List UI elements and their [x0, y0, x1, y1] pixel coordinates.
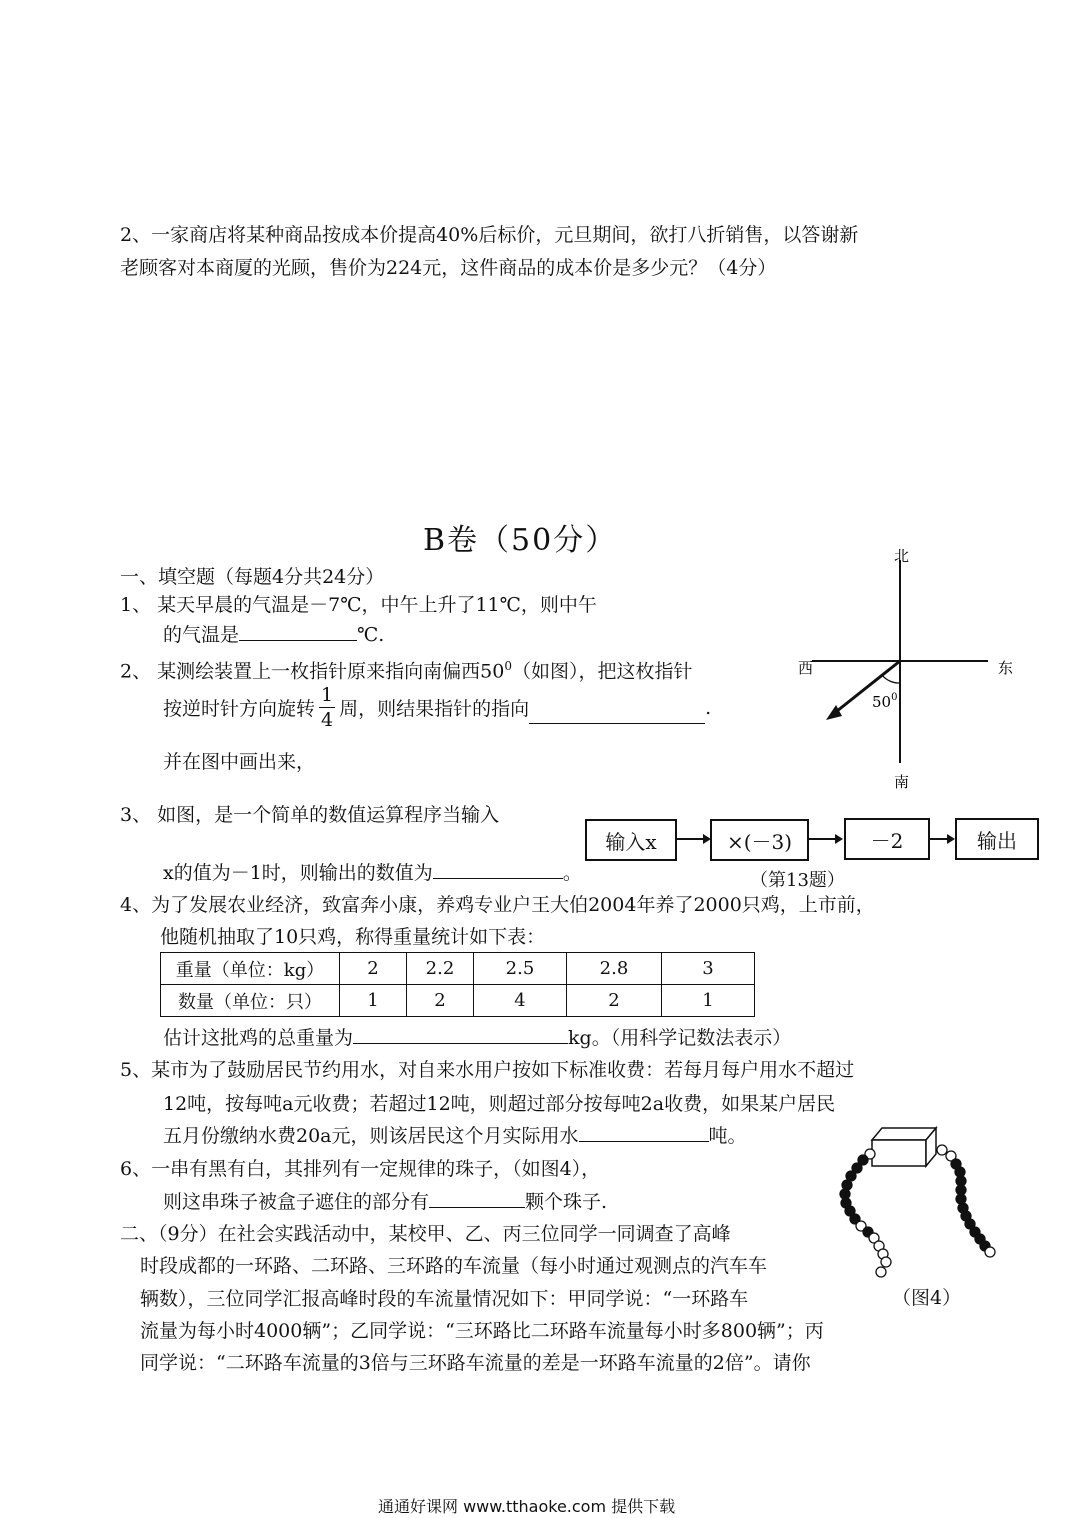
q3-line2 [163, 858, 582, 888]
part2-line1: 二、（9分）在社会实践活动中，某校甲、乙、丙三位同学一同调查了高峰 [120, 1223, 731, 1245]
q3-period: 。 [562, 862, 582, 884]
fraction-denominator: 4 [321, 709, 334, 731]
q6-unit: 颗个珠子. [525, 1191, 608, 1213]
q5-line1: 5、某市为了鼓励居民节约用水，对自来水用户按如下标准收费：若每月每户用水不超过 [120, 1059, 855, 1081]
q2-prev-line2: 老顾客对本商厦的光顾，售价为224元，这件商品的成本价是多少元？（4分） [120, 257, 777, 279]
footer-text: 通通好课网 www.tthaoke.com 提供下载 [378, 1497, 676, 1516]
part2-line3: 辆数），三位同学汇报高峰时段的车流量情况如下：甲同学说：“一环路车 [140, 1288, 749, 1310]
q5-text: 五月份缴纳水费20a元，则该居民这个月实际用水 [163, 1125, 579, 1147]
table-cell: 2.2 [407, 953, 474, 985]
north-label: 北 [894, 547, 910, 565]
q4-text: 估计这批鸡的总重量为 [163, 1027, 354, 1049]
q5-line2: 12吨，按每吨a元收费；若超过12吨，则超过部分按每吨2a收费，如果某户居民 [163, 1093, 836, 1115]
q3-answer-blank[interactable] [433, 860, 563, 879]
q4-answer-blank[interactable] [353, 1025, 568, 1044]
west-label: 西 [798, 659, 814, 677]
q2-text-b: （如图），把这枚指针 [511, 660, 693, 683]
flow-caption: （第13题） [750, 870, 845, 891]
bead-string-figure [830, 1120, 1000, 1280]
q5-line3 [163, 1121, 747, 1151]
q6-line2 [163, 1187, 607, 1217]
south-label: 南 [894, 773, 910, 791]
q2-text-d: 周，则结果指针的指向 [339, 698, 530, 720]
q2-prev-line1: 2、一家商店将某种商品按成本价提高40%后标价，元旦期间，欲打八折销售，以答谢新 [120, 224, 859, 246]
white-bead [937, 1145, 947, 1155]
east-label: 东 [998, 659, 1014, 677]
fraction-one-quarter [319, 683, 335, 732]
q2-text-c: 按逆时针方向旋转 [163, 698, 316, 720]
fraction-numerator: 1 [321, 684, 334, 706]
q6-line1: 6、一串有黑有白，其排列有一定规律的珠子，（如图4）， [120, 1158, 601, 1180]
q2-answer-blank[interactable] [529, 705, 705, 724]
degree-sup: 0 [504, 659, 512, 673]
arrow-right-icon [703, 834, 711, 844]
table-cell: 2 [340, 953, 407, 985]
q1-text: 的气温是 [163, 624, 240, 646]
white-bead [881, 1257, 891, 1267]
table-cell: 1 [340, 985, 407, 1017]
q5-unit: 吨。 [708, 1125, 747, 1147]
angle-label [872, 692, 897, 711]
part2-line4: 流量为每小时4000辆”；乙同学说：“三环路比二环路车流量每小时多800辆”；丙 [140, 1320, 824, 1342]
q2-line3: 并在图中画出来， [163, 751, 316, 773]
q6-answer-blank[interactable] [429, 1189, 525, 1208]
table-cell: 2.5 [474, 953, 567, 985]
flow-multiply-box: ×(－3) [710, 819, 809, 861]
angle-value: 50 [872, 693, 892, 711]
q4-line2: 他随机抽取了10只鸡，称得重量统计如下表： [160, 926, 546, 948]
white-bead [985, 1247, 995, 1257]
flow-input-box: 输入x [585, 819, 677, 861]
compass-figure [790, 545, 1020, 795]
black-bead [842, 1180, 852, 1190]
flow-output-box: 输出 [955, 818, 1039, 860]
q1-unit: ℃. [357, 624, 385, 646]
flow-subtract-box: －2 [844, 818, 930, 860]
part2-line2: 时段成都的一环路、二环路、三环路的车流量（每小时通过观测点的汽车车 [140, 1255, 768, 1277]
q6-text: 则这串珠子被盒子遮住的部分有 [163, 1191, 430, 1213]
q3-line1: 3、 如图，是一个简单的数值运算程序当输入 [120, 804, 500, 826]
part2-line5: 同学说：“二环路车流量的3倍与三环路车流量的差是一环路车流量的2倍”。请你 [140, 1352, 811, 1374]
q5-answer-blank[interactable] [579, 1123, 709, 1142]
arrow-right-icon [835, 834, 843, 844]
table-cell: 2 [567, 985, 662, 1017]
q1-answer-blank[interactable] [239, 622, 357, 641]
q2-period: . [705, 696, 712, 719]
q4-line1: 4、为了发展农业经济，致富奔小康，养鸡专业户王大伯2004年养了2000只鸡，上市前， [120, 894, 875, 916]
q2-line2 [163, 683, 711, 732]
section-title: B卷（50分） [423, 523, 618, 558]
q4-unit: kg。（用科学记数法表示） [568, 1027, 792, 1049]
black-bead [956, 1194, 966, 1204]
weight-table [160, 952, 755, 1017]
table-row [161, 985, 755, 1017]
table-cell: 3 [662, 953, 755, 985]
figure4-caption: （图4） [892, 1287, 962, 1309]
table-cell: 1 [662, 985, 755, 1017]
row1-label: 重量（单位：kg） [161, 953, 340, 985]
flow-arrows [673, 828, 958, 848]
row2-label: 数量（单位：只） [161, 985, 340, 1017]
white-bead [876, 1267, 886, 1277]
part1-heading: 一、填空题（每题4分共24分） [120, 566, 385, 588]
q1-line2 [163, 620, 384, 650]
table-cell: 2.8 [567, 953, 662, 985]
q3-text: x的值为－1时，则输出的数值为 [163, 862, 433, 884]
table-cell: 2 [407, 985, 474, 1017]
box-icon [872, 1128, 936, 1166]
arrow-right-icon [947, 834, 955, 844]
q2-text-a: 2、 某测绘装置上一枚指针原来指向南偏西50 [120, 660, 505, 683]
q1-line1: 1、 某天早晨的气温是－7℃，中午上升了11℃，则中午 [120, 594, 597, 616]
table-cell: 4 [474, 985, 567, 1017]
q2-line1 [120, 651, 692, 686]
angle-arc [882, 675, 900, 683]
table-row [161, 953, 755, 985]
q4-line3 [163, 1023, 791, 1053]
angle-degree: 0 [891, 692, 898, 703]
